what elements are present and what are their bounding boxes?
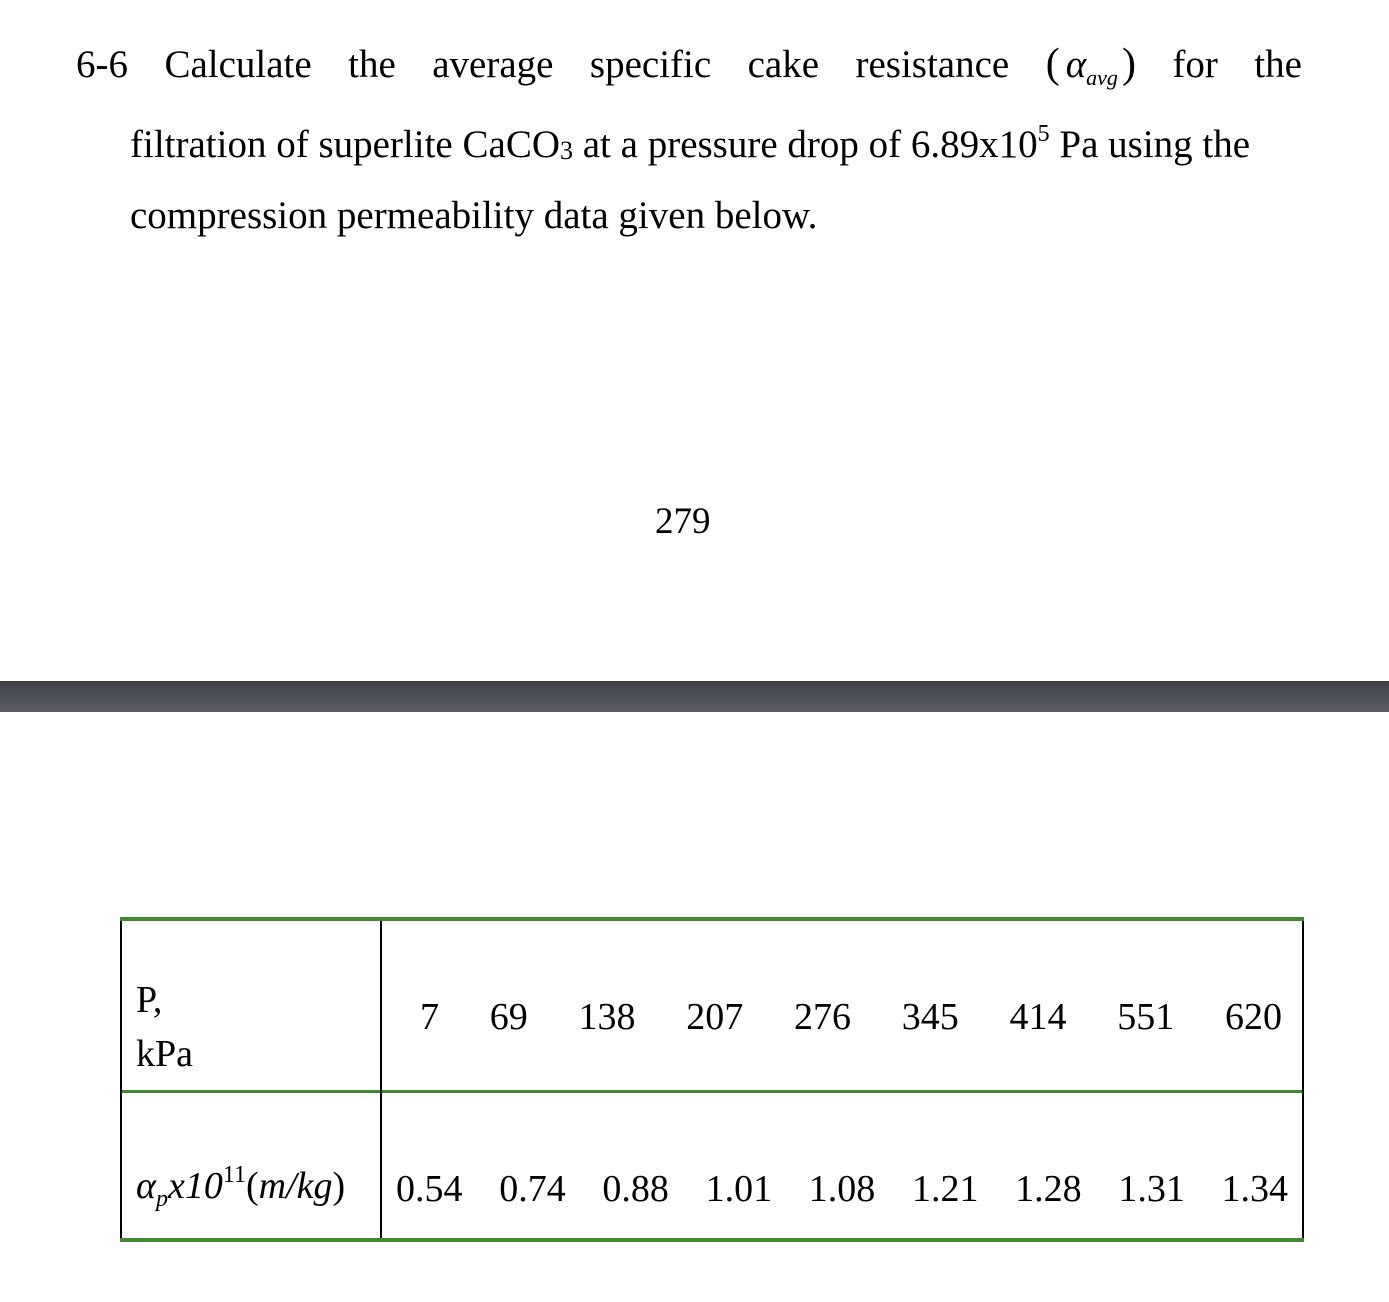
line2-part3: Pa using the (1049, 123, 1251, 166)
pressure-label: P, (136, 979, 163, 1021)
problem-number: 6-6 (76, 43, 128, 86)
row-header-alpha (136, 1161, 345, 1216)
problem-line-1 (76, 40, 1302, 94)
table-left-border (120, 921, 122, 1238)
word-4: specific (589, 43, 712, 86)
alpha-glyph: α (1065, 43, 1087, 86)
table-cell: 620 (1225, 996, 1282, 1038)
data-table (120, 917, 1304, 1242)
alpha-p-subscript: p (155, 1186, 168, 1212)
alpha-p-glyph: α (136, 1165, 156, 1207)
word-3: average (432, 43, 554, 86)
table-cell: 1.21 (911, 1168, 979, 1210)
problem-line-2 (130, 121, 1302, 174)
table-cell: 0.54 (396, 1168, 463, 1210)
problem-line-3: compression permeability data given below. (130, 194, 818, 237)
word-8: the (1254, 43, 1302, 86)
page-divider (0, 681, 1389, 712)
table-cell: 276 (794, 996, 851, 1038)
table-top-rule (120, 917, 1304, 921)
table-right-border (1302, 921, 1304, 1238)
table-column-separator (380, 921, 382, 1238)
table-cell: 0.88 (602, 1168, 669, 1210)
unit-close-paren: ) (332, 1165, 346, 1207)
line2-part2: at a pressure drop of 6.89x10 (573, 123, 1038, 166)
table-cell: 414 (1009, 996, 1067, 1038)
alpha-values-row (396, 1167, 1288, 1211)
table-cell: 69 (489, 996, 528, 1038)
line2-text (130, 121, 1250, 174)
table-cell: 551 (1117, 996, 1175, 1038)
table-mid-rule (120, 1090, 1304, 1093)
line2-part1: filtration of superlite CaCO (130, 123, 560, 166)
table-cell: 1.01 (705, 1168, 773, 1210)
word-1: Calculate (164, 43, 312, 86)
table-cell: 1.34 (1221, 1168, 1288, 1210)
alpha-exponent: 11 (222, 1162, 246, 1188)
alpha-unit: m/kg (258, 1165, 333, 1207)
pressure-values-row (420, 995, 1282, 1039)
word-6: resistance (855, 43, 1010, 86)
table-cell: 1.28 (1015, 1168, 1082, 1210)
page-number: 279 (655, 501, 711, 542)
table-cell: 345 (901, 996, 959, 1038)
table-cell: 7 (420, 996, 439, 1038)
table-cell: 1.08 (808, 1168, 876, 1210)
pressure-exponent: 5 (1037, 121, 1050, 147)
unit-open-paren: ( (245, 1165, 259, 1207)
pressure-unit: kPa (136, 1033, 193, 1075)
table-cell: 1.31 (1118, 1168, 1185, 1210)
table-bottom-rule (120, 1238, 1304, 1242)
alpha-subscript: avg (1086, 65, 1118, 90)
alpha-avg-symbol: ( α avg ) (1046, 40, 1136, 94)
table-cell: 138 (578, 996, 636, 1038)
alpha-x10: x10 (167, 1165, 223, 1207)
table-cell: 207 (686, 996, 744, 1038)
word-5: cake (747, 43, 820, 86)
table-cell: 0.74 (499, 1168, 566, 1210)
chem-subscript: 3 (560, 136, 573, 165)
word-2: the (348, 43, 396, 86)
word-7: for (1172, 43, 1218, 86)
row-header-pressure (136, 975, 193, 1079)
